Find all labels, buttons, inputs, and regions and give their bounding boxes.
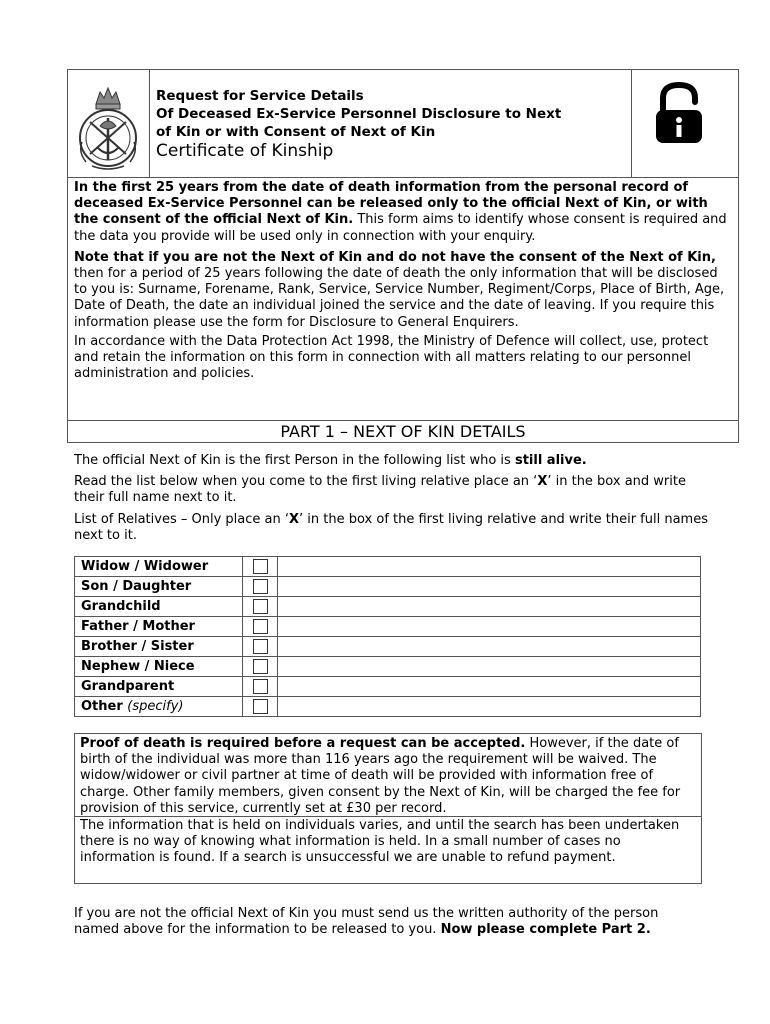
table-row — [75, 597, 701, 617]
table-row — [75, 577, 701, 597]
relative-name-field[interactable] — [278, 577, 701, 597]
relative-label: Son / Daughter — [75, 577, 243, 597]
part1-heading: PART 1 – NEXT OF KIN DETAILS — [280, 422, 526, 441]
relative-label: Widow / Widower — [75, 557, 243, 577]
relative-checkbox[interactable] — [253, 559, 268, 574]
table-row — [75, 557, 701, 577]
relative-checkbox[interactable] — [253, 699, 268, 714]
relative-label: Nephew / Niece — [75, 657, 243, 677]
proof-paragraph: Proof of death is required before a request can be accepted. However, if the date of birth of the individual was more than 116 years ago the requirement will be waived. The widow/widower or civil partner at time of death will be provided with information free of charge. Other family members, given consent by the Next of Kin, will be charged the fee for provision of this service, currently set at £30 per record. — [80, 736, 681, 816]
relative-label: Grandparent — [75, 677, 243, 697]
intro-paragraph-2: Note that if you are not the Next of Kin and do not have the consent of the Next of Kin, then for a period of 25 years following the date of death the only information that will be disclosed to you is: Surname, Forename, Rank, Service, Service Number, Regiment/Corps, Place of Birth, Age, Date of Death, the date an individual joined the service and the date of leaving. If you require this information please use the form for Disclosure to General Enquirers. — [74, 249, 725, 330]
relative-name-field[interactable] — [278, 637, 701, 657]
relative-checkbox[interactable] — [253, 619, 268, 634]
relative-checkbox[interactable] — [253, 579, 268, 594]
table-row — [75, 617, 701, 637]
relative-name-field[interactable] — [278, 677, 701, 697]
relative-name-field[interactable] — [278, 617, 701, 637]
mod-crest-logo — [72, 82, 144, 174]
part1-instruction-3: List of Relatives – Only place an ‘X’ in the box of the first living relative and write their full names next to it. — [74, 511, 708, 543]
form-title-line2: Of Deceased Ex-Service Personnel Disclosure to Next — [156, 106, 562, 122]
intro-paragraph-3: In accordance with the Data Protection Act 1998, the Ministry of Defence will collect, use, protect and retain the information on this form in connection with all matters relating to our personnel administration and policies. — [74, 333, 709, 382]
relative-name-field[interactable] — [278, 597, 701, 617]
relative-checkbox[interactable] — [253, 679, 268, 694]
relative-label: Brother / Sister — [75, 637, 243, 657]
header-divider-left — [149, 69, 150, 178]
intro-paragraph-1: In the first 25 years from the date of death information from the personal record of deceased Ex-Service Personnel can be released only to the official Next of Kin, or with the consent of the official Next of Kin. This form aims to identify whose consent is required and the data you provide will be used only in connection with your enquiry. — [74, 180, 727, 244]
form-title-line3: of Kin or with Consent of Next of Kin — [156, 124, 436, 140]
table-row — [75, 657, 701, 677]
relative-label: Grandchild — [75, 597, 243, 617]
padlock-icon — [650, 82, 708, 146]
relatives-table — [74, 556, 701, 717]
part1-instruction-2: Read the list below when you come to the first living relative place an ‘X’ in the box and write their full name next to it. — [74, 474, 686, 506]
relative-checkbox[interactable] — [253, 639, 268, 654]
relative-label: Other (specify) — [75, 697, 243, 717]
header-divider-right — [631, 69, 632, 178]
relative-name-field[interactable] — [278, 557, 701, 577]
part1-instruction-1: The official Next of Kin is the first Person in the following list who is still alive. — [74, 453, 587, 468]
footer-instruction: If you are not the official Next of Kin you must send us the written authority of the person named above for the information to be released to you. Now please complete Part 2. — [74, 906, 659, 938]
relative-name-field[interactable] — [278, 697, 701, 717]
table-row — [75, 677, 701, 697]
form-title-line1: Request for Service Details — [156, 88, 364, 104]
relative-label: Father / Mother — [75, 617, 243, 637]
table-row — [75, 637, 701, 657]
proof-note: The information that is held on individuals varies, and until the search has been undertaken there is no way of knowing what information is held. In a small number of cases no information is found. If a search is unsuccessful we are unable to refund payment. — [80, 818, 680, 866]
relative-name-field[interactable] — [278, 657, 701, 677]
relative-checkbox[interactable] — [253, 659, 268, 674]
table-row — [75, 697, 701, 717]
relative-checkbox[interactable] — [253, 599, 268, 614]
form-subtitle: Certificate of Kinship — [156, 141, 334, 161]
